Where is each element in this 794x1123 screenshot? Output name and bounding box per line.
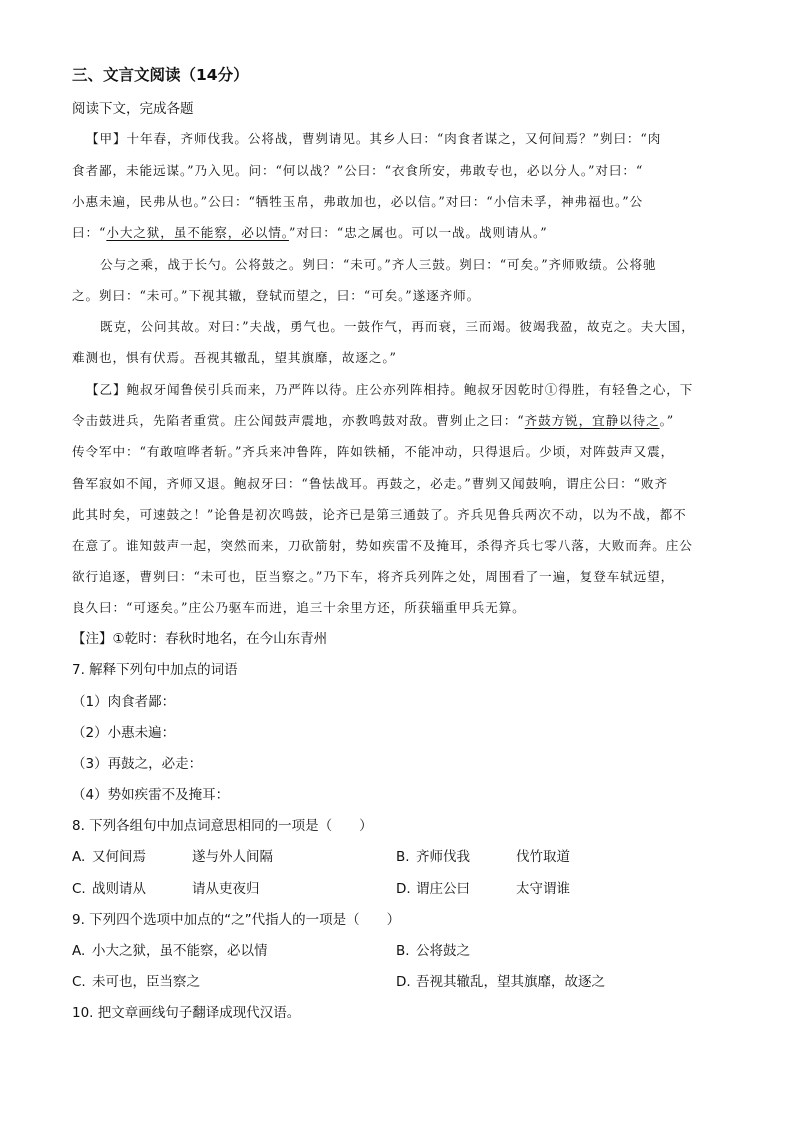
passage-text: ”对曰：“忠之属也。可以一战。战则请从。”	[288, 225, 548, 240]
underlined-sentence-1: 小大之狱，虽不能察，必以情。	[106, 225, 289, 240]
option-text: 战则请从	[92, 881, 146, 897]
question-8-stem: 8. 下列各组句中加点词意思相同的一项是（ ）	[72, 818, 373, 834]
passage-jia-line: 食者鄙，未能远谋。”乃入见。问：“何以战？”公曰：“衣食所安，弗敢专也，必以分人。”对曰：“	[72, 163, 644, 178]
option-letter: A.	[72, 849, 86, 865]
option-text: 齐师伐我	[416, 849, 470, 865]
passage-jia-line: 【甲】十年春，齐师伐我。公将战，曹刿请见。其乡人曰：“肉食者谋之，又何间焉？”刿曰：“肉	[86, 131, 662, 146]
passage-yi-line: 良久曰：“可逐矣。”庄公乃驱车而进，追三十余里方还，所获辎重甲兵无算。	[72, 600, 526, 615]
underlined-sentence-2: 齐鼓方锐，宜静以待之	[524, 413, 660, 428]
option-text: 吾视其辙乱，望其旗靡，故逐之	[416, 974, 605, 990]
option-letter: C.	[72, 974, 86, 990]
question-9-option-a	[72, 942, 268, 960]
question-8-option-a	[72, 848, 273, 866]
passage-text: 。”	[659, 413, 675, 428]
question-7-item: （2）小惠未遍：	[72, 725, 176, 741]
option-letter: D.	[396, 881, 411, 897]
question-7-item: （3）再鼓之，必走：	[72, 756, 203, 772]
question-8-option-d	[396, 880, 570, 898]
passage-text: 令击鼓进兵，先陷者重赏。庄公闻鼓声震地，亦教鸣鼓对敌。曹刿止之曰：“	[72, 413, 525, 428]
passage-yi-line: 鲁军寂如不闻，齐师又退。鲍叔牙曰：“鲁怯战耳。再鼓之，必走。”曹刿又闻鼓响，谓庄公曰：“败齐	[72, 476, 668, 491]
passage-jia-line: 小惠未遍，民弗从也。”公曰：“牺牲玉帛，弗敢加也，必以信。”对曰：“小信未孚，神弗福也。”公	[72, 194, 644, 209]
option-letter: B.	[396, 849, 410, 865]
option-letter: D.	[396, 974, 411, 990]
passage-jia-line: 难测也，惧有伏焉。吾视其辙乱，望其旗靡，故逐之。”	[72, 350, 397, 365]
question-10-stem: 10. 把文章画线句子翻译成现代汉语。	[72, 1005, 301, 1021]
passage-text: 曰：“	[72, 225, 107, 240]
passage-yi-line: 此其时矣，可速鼓之！”论鲁是初次鸣鼓，论齐已是第三通鼓了。齐兵见鲁兵两次不动，以为不战，都不	[72, 507, 687, 522]
option-text: 请从吏夜归	[192, 881, 260, 897]
section-title: 三、文言文阅读（14分）	[72, 66, 249, 84]
option-letter: A.	[72, 943, 86, 959]
option-letter: B.	[396, 943, 410, 959]
option-text: 谓庄公曰	[416, 881, 470, 897]
option-text: 遂与外人间隔	[192, 849, 273, 865]
question-9-stem: 9. 下列四个选项中加点的“之”代指人的一项是（ ）	[72, 912, 401, 928]
question-8-option-c	[72, 880, 260, 898]
instruction: 阅读下文，完成各题	[72, 101, 194, 117]
passage-yi-line: 传令军中：“有敢喧哗者斩。”齐兵来冲鲁阵，阵如铁桶，不能冲动，只得退后。少顷，对阵鼓声又震，	[72, 444, 675, 459]
option-text: 公将鼓之	[416, 943, 470, 959]
option-text: 小大之狱，虽不能察，必以情	[92, 943, 268, 959]
passage-yi-line	[72, 412, 674, 430]
question-7-stem: 7. 解释下列句中加点的词语	[72, 662, 238, 678]
passage-yi-line: 在意了。谁知鼓声一起，突然而来，刀砍箭射，势如疾雷不及掩耳，杀得齐兵七零八落，大败而奔。庄公	[72, 538, 693, 553]
passage-jia-line	[72, 224, 548, 242]
question-7-item: （4）势如疾雷不及掩耳：	[72, 787, 230, 803]
option-text: 未可也，臣当察之	[92, 974, 200, 990]
footnote: 【注】①乾时：春秋时地名，在今山东青州	[72, 631, 328, 647]
passage-jia-line: 既克，公问其故。对曰：”夫战，勇气也。一鼓作气，再而衰，三而竭。彼竭我盈，故克之。夫大国，	[100, 319, 695, 334]
passage-yi-line: 欲行追逐，曹刿曰：“未可也，臣当察之。”乃下车，将齐兵列阵之处，周围看了一遍，复登车轼远望，	[72, 569, 675, 584]
question-7-item: （1）肉食者鄙：	[72, 694, 176, 710]
question-8-option-b	[396, 848, 570, 866]
passage-jia-line: 之。刿曰：“未可。”下视其辙，登轼而望之，曰：“可矣。”遂逐齐师。	[72, 288, 481, 303]
option-letter: C.	[72, 881, 86, 897]
question-9-option-d	[396, 973, 605, 991]
option-text: 伐竹取道	[516, 849, 570, 865]
option-text: 又何间焉	[92, 849, 146, 865]
question-9-option-c	[72, 973, 200, 991]
passage-yi-line: 【乙】鲍叔牙闻鲁侯引兵而来，乃严阵以待。庄公亦列阵相持。鲍叔牙因乾时①得胜，有轻鲁之心，下	[86, 382, 694, 397]
question-9-option-b	[396, 942, 470, 960]
passage-jia-line: 公与之乘，战于长勺。公将鼓之。刿曰：“未可。”齐人三鼓。刿曰：“可矣。”齐师败绩。公将驰	[100, 257, 657, 272]
option-text: 太守谓谁	[516, 881, 570, 897]
